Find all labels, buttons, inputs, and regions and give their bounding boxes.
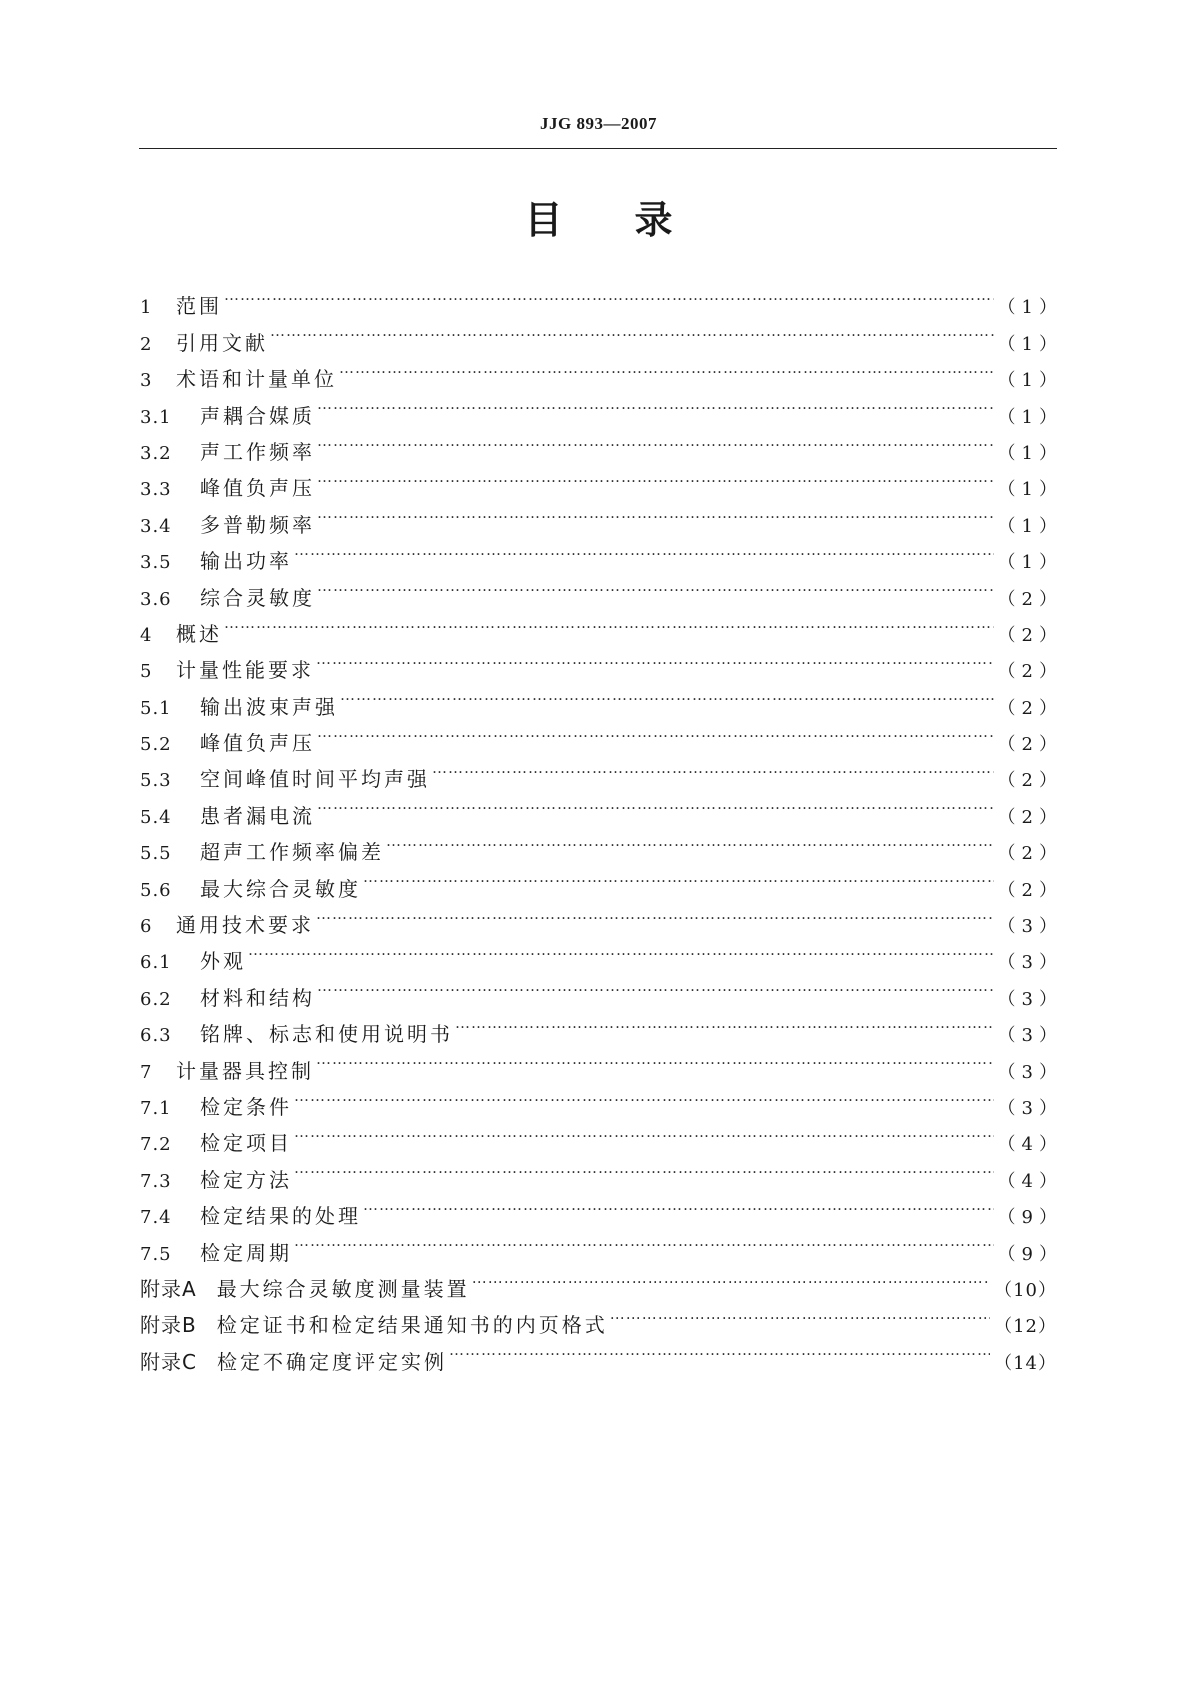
toc-leader-dots (270, 313, 994, 349)
toc-entry-number: 7.4 (140, 1207, 172, 1229)
toc-entry-label: 外观 (200, 949, 246, 974)
toc-entry-page: （1） (997, 442, 1063, 464)
toc-entry (140, 313, 1063, 355)
toc-entry-label: 声工作频率 (200, 439, 315, 464)
toc-leader-dots (294, 1150, 994, 1186)
toc-leader-dots (316, 641, 994, 677)
toc-leader-dots (455, 1005, 994, 1041)
toc-entry-number: 1 (140, 297, 153, 319)
toc-leader-dots (248, 932, 994, 968)
toc-entry-label: 检定条件 (200, 1094, 292, 1119)
toc-entry-number: 附录C (140, 1349, 197, 1374)
toc-leader-dots (294, 1223, 994, 1259)
toc-entry-label: 概述 (176, 621, 222, 646)
toc-entry-number: 7.5 (140, 1243, 172, 1265)
toc-leader-dots (294, 1114, 994, 1150)
toc-entry-label: 检定证书和检定结果通知书的内页格式 (216, 1313, 608, 1338)
toc-entry-label: 最大综合灵敏度 (200, 876, 361, 901)
toc-entry-number: 7.1 (140, 1097, 172, 1119)
toc-leader-dots (294, 532, 994, 568)
toc-leader-dots (317, 386, 994, 422)
toc-leader-dots (317, 423, 994, 459)
toc-leader-dots (317, 786, 994, 822)
toc-entry-number: 2 (140, 333, 153, 355)
toc-entry-label: 计量性能要求 (176, 658, 314, 683)
toc-entry-page: （12） (994, 1316, 1057, 1338)
toc-entry-number: 5.3 (140, 770, 172, 792)
toc-entry-number: 3.2 (140, 442, 172, 464)
toc-entry-page: （1） (997, 552, 1063, 574)
toc-entry-number: 5.4 (140, 806, 172, 828)
toc-entry-label: 峰值负声压 (200, 476, 315, 501)
toc-entry-label: 材料和结构 (200, 985, 315, 1010)
toc-leader-dots (432, 750, 994, 786)
toc-entry-label: 检定结果的处理 (200, 1204, 361, 1229)
toc-entry-page: （9） (997, 1207, 1063, 1229)
toc-entry-page: （2） (997, 588, 1063, 610)
header-rule (139, 148, 1057, 149)
toc-entry-page: （2） (997, 661, 1063, 683)
toc-entry-label: 最大综合灵敏度测量装置 (216, 1276, 470, 1301)
toc-entry-label: 检定不确定度评定实例 (216, 1349, 447, 1374)
toc-entry-label: 患者漏电流 (200, 803, 315, 828)
toc-leader-dots (363, 1187, 994, 1223)
toc-entry-page: （3） (997, 1025, 1063, 1047)
toc-entry (140, 605, 1063, 646)
toc-entry-page: （4） (997, 1134, 1063, 1156)
toc-entry-page: （1） (997, 333, 1063, 355)
toc-entry-number: 7 (140, 1061, 153, 1083)
toc-leader-dots (339, 350, 994, 386)
toc-entry-label: 术语和计量单位 (176, 367, 337, 392)
toc-entry-page: （3） (997, 1061, 1063, 1083)
toc-entry-number: 附录B (140, 1313, 197, 1338)
toc-leader-dots (224, 605, 994, 641)
toc-leader-dots (449, 1332, 990, 1368)
toc-leader-dots (472, 1260, 990, 1296)
toc-entry-page: （9） (997, 1243, 1063, 1265)
toc-entry-number: 6 (140, 916, 153, 938)
toc-leader-dots (317, 459, 994, 495)
toc-leader-dots (317, 568, 994, 604)
table-of-contents (140, 277, 1063, 1374)
toc-entry-number: 5 (140, 661, 153, 683)
toc-entry-number: 5.1 (140, 697, 172, 719)
toc-entry-page: （1） (997, 370, 1063, 392)
toc-entry-number: 3.4 (140, 515, 172, 537)
toc-entry-page: （2） (997, 879, 1063, 901)
toc-entry-page: （2） (997, 624, 1063, 646)
running-header: JJG 893—2007 (540, 114, 657, 133)
toc-entry-label: 输出波束声强 (200, 694, 338, 719)
toc-entry-number: 7.2 (140, 1134, 172, 1156)
toc-leader-dots (316, 1041, 994, 1077)
toc-leader-dots (340, 677, 994, 713)
toc-entry-number: 3.6 (140, 588, 172, 610)
toc-entry-number: 3.1 (140, 406, 172, 428)
toc-entry-number: 7.3 (140, 1170, 172, 1192)
toc-entry-number: 5.5 (140, 843, 172, 865)
toc-entry-page: （3） (997, 952, 1063, 974)
toc-entry-page: （3） (997, 1097, 1063, 1119)
toc-entry-number: 3 (140, 370, 153, 392)
toc-leader-dots (386, 823, 994, 859)
toc-entry (140, 932, 1063, 974)
toc-entry-page: （3） (997, 988, 1063, 1010)
toc-entry-label: 声耦合媒质 (200, 403, 315, 428)
toc-entry-label: 综合灵敏度 (200, 585, 315, 610)
toc-entry-label: 空间峰值时间平均声强 (200, 767, 430, 792)
page-title: 目录 (524, 198, 745, 242)
toc-entry-label: 多普勒频率 (200, 512, 315, 537)
toc-entry-label: 超声工作频率偏差 (200, 840, 384, 865)
toc-entry (140, 350, 1063, 392)
toc-entry-number: 3.5 (140, 552, 172, 574)
toc-entry-page: （2） (997, 734, 1063, 756)
toc-entry-number: 6.3 (140, 1025, 172, 1047)
toc-entry-label: 输出功率 (200, 549, 292, 574)
toc-entry-page: （3） (997, 916, 1063, 938)
toc-entry-page: （1） (997, 479, 1063, 501)
toc-entry-page: （1） (997, 406, 1063, 428)
toc-entry-label: 计量器具控制 (176, 1058, 314, 1083)
toc-entry-number: 4 (140, 624, 153, 646)
toc-entry-number: 5.2 (140, 734, 172, 756)
toc-entry-page: （10） (994, 1279, 1057, 1301)
toc-entry-page: （1） (997, 297, 1063, 319)
toc-entry-label: 范围 (176, 294, 222, 319)
toc-entry-page: （2） (997, 697, 1063, 719)
toc-entry-number: 6.1 (140, 952, 172, 974)
toc-entry-page: （1） (997, 515, 1063, 537)
toc-leader-dots (316, 896, 994, 932)
toc-leader-dots (317, 495, 994, 531)
toc-entry (140, 641, 1063, 683)
toc-entry-number: 6.2 (140, 988, 172, 1010)
toc-entry-page: （14） (994, 1352, 1057, 1374)
toc-leader-dots (610, 1296, 990, 1332)
toc-entry-label: 检定项目 (200, 1131, 292, 1156)
toc-leader-dots (294, 1078, 994, 1114)
toc-leader-dots (224, 277, 994, 313)
toc-entry-number: 3.3 (140, 479, 172, 501)
toc-leader-dots (363, 859, 994, 895)
toc-entry-label: 检定周期 (200, 1240, 292, 1265)
toc-entry-page: （4） (997, 1170, 1063, 1192)
toc-entry (140, 968, 1063, 1010)
toc-leader-dots (317, 968, 994, 1004)
toc-entry-label: 检定方法 (200, 1167, 292, 1192)
toc-entry-page: （2） (997, 770, 1063, 792)
toc-entry-number: 5.6 (140, 879, 172, 901)
toc-entry-label: 峰值负声压 (200, 731, 315, 756)
toc-entry-page: （2） (997, 806, 1063, 828)
toc-leader-dots (317, 714, 994, 750)
toc-entry (140, 277, 1063, 319)
toc-entry-label: 铭牌、标志和使用说明书 (200, 1022, 453, 1047)
toc-entry-page: （2） (997, 843, 1063, 865)
toc-entry-number: 附录A (140, 1276, 197, 1301)
toc-entry-label: 通用技术要求 (176, 913, 314, 938)
toc-entry-label: 引用文献 (176, 330, 268, 355)
